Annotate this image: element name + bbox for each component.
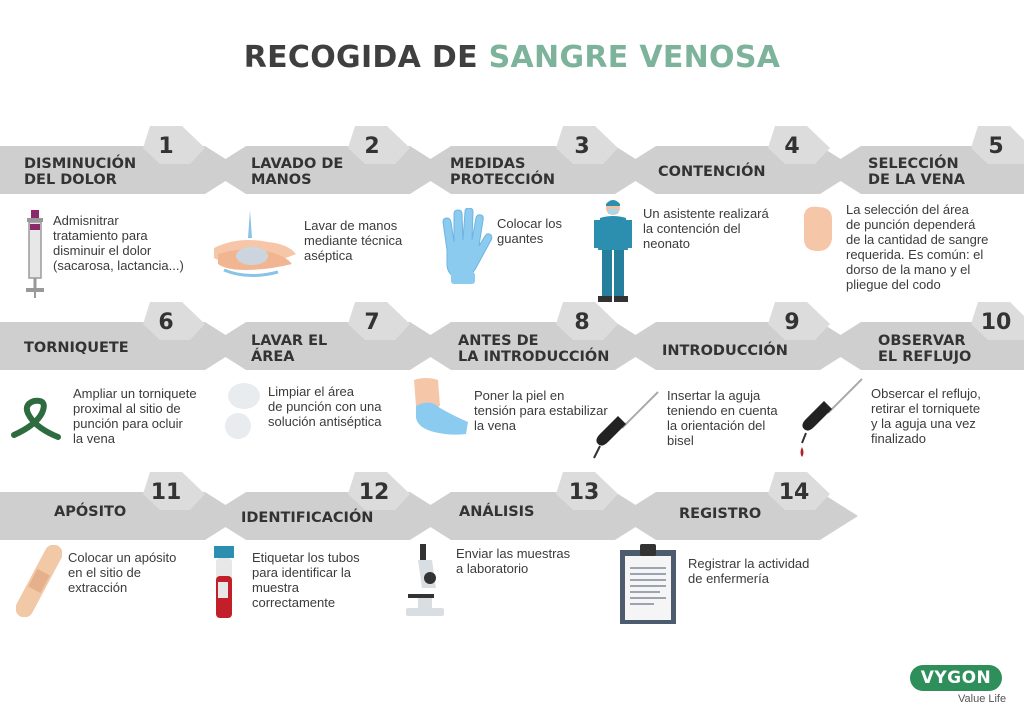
- title-part-2: SANGRE VENOSA: [488, 40, 781, 75]
- step-4-number: 4: [784, 134, 800, 159]
- step-8-description: Poner la piel en tensión para estabilizar la vena: [474, 388, 608, 433]
- blood-tube-icon: [212, 546, 236, 622]
- glove-icon: [437, 208, 493, 286]
- step-9-description: Insertar la aguja teniendo en cuenta la orientación del bisel: [667, 388, 778, 448]
- step-9-label: INTRODUCCIÓN: [662, 343, 788, 359]
- title-part-1: RECOGIDA DE: [243, 40, 489, 75]
- needle-blood-icon: [796, 377, 866, 461]
- step-14-description: Registrar la actividad de enfermería: [688, 556, 810, 586]
- vygon-logo: VYGON: [910, 665, 1002, 691]
- step-2-number: 2: [364, 134, 380, 159]
- step-8-label: ANTES DE LA INTRODUCCIÓN: [458, 333, 610, 365]
- step-8-number: 8: [574, 310, 590, 335]
- step-9-number: 9: [784, 310, 800, 335]
- step-5-label: SELECCIÓN DE LA VENA: [868, 156, 965, 188]
- step-10-label: OBSERVAR EL REFLUJO: [878, 333, 972, 365]
- tourniquet-icon: [8, 395, 66, 443]
- step-13-number: 13: [568, 480, 600, 505]
- step-10-number: 10: [980, 310, 1012, 335]
- step-5-number: 5: [988, 134, 1004, 159]
- step-5-description: La selección del área de punción dependerá de la cantidad de sangre requerida. Es común: el dorso de la mano y el pliegue del codo: [846, 202, 989, 292]
- step-2-description: Lavar de manos mediante técnica aséptica: [304, 218, 403, 263]
- step-13-label: ANÁLISIS: [459, 504, 535, 520]
- logo-tagline: Value Life: [958, 693, 1007, 705]
- step-2-label: LAVADO DE MANOS: [251, 156, 344, 188]
- clipboard-icon: [620, 544, 676, 624]
- step-14-label: REGISTRO: [679, 506, 762, 522]
- step-6-number: 6: [158, 310, 174, 335]
- bandage-icon: [16, 545, 62, 617]
- step-1-label: DISMINUCIÓN DEL DOLOR: [24, 156, 137, 188]
- step-1-description: Admisnitrar tratamiento para disminuir el dolor (sacarosa, lactancia...): [53, 213, 184, 273]
- step-12-number: 12: [358, 480, 390, 505]
- step-3-description: Colocar los guantes: [497, 216, 563, 246]
- step-6-label: TORNIQUETE: [24, 340, 129, 356]
- step-11-description: Colocar un apósito en el sitio de extracción: [68, 550, 177, 595]
- hand-tension-icon: [410, 376, 470, 436]
- needle-icon: [592, 388, 662, 460]
- nurse-icon: [594, 198, 632, 306]
- microscope-icon: [402, 544, 446, 618]
- step-12-description: Etiquetar los tubos para identificar la muestra correctamente: [252, 550, 360, 610]
- step-7-arrow: [208, 322, 448, 370]
- step-10-description: Obsercar el reflujo, retirar el torniquete y la aguja una vez finalizado: [871, 386, 981, 446]
- step-4-description: Un asistente realizará la contención del neonato: [643, 206, 769, 251]
- step-7-label: LAVAR EL ÁREA: [251, 333, 328, 365]
- step-6-description: Ampliar un torniquete proximal al sitio de punción para ocluir la vena: [73, 386, 197, 446]
- step-11-label: APÓSITO: [54, 504, 127, 520]
- step-13-description: Enviar las muestras a laboratorio: [456, 546, 571, 576]
- step-1-number: 1: [158, 134, 174, 159]
- hands-washing-icon: [208, 208, 300, 280]
- step-7-description: Limpiar el área de punción con una solución antiséptica: [268, 384, 382, 429]
- cotton-icon: [224, 380, 268, 444]
- step-14-number: 14: [778, 480, 810, 505]
- syringe-icon: [22, 210, 48, 300]
- step-12-label: IDENTIFICACIÓN: [241, 510, 374, 526]
- hand-back-icon: [800, 205, 836, 253]
- step-3-label: MEDIDAS PROTECCIÓN: [450, 156, 556, 188]
- step-4-label: CONTENCIÓN: [658, 164, 766, 180]
- step-7-number: 7: [364, 310, 380, 335]
- page-title: [0, 40, 1024, 75]
- step-11-number: 11: [150, 480, 182, 505]
- step-3-number: 3: [574, 134, 590, 159]
